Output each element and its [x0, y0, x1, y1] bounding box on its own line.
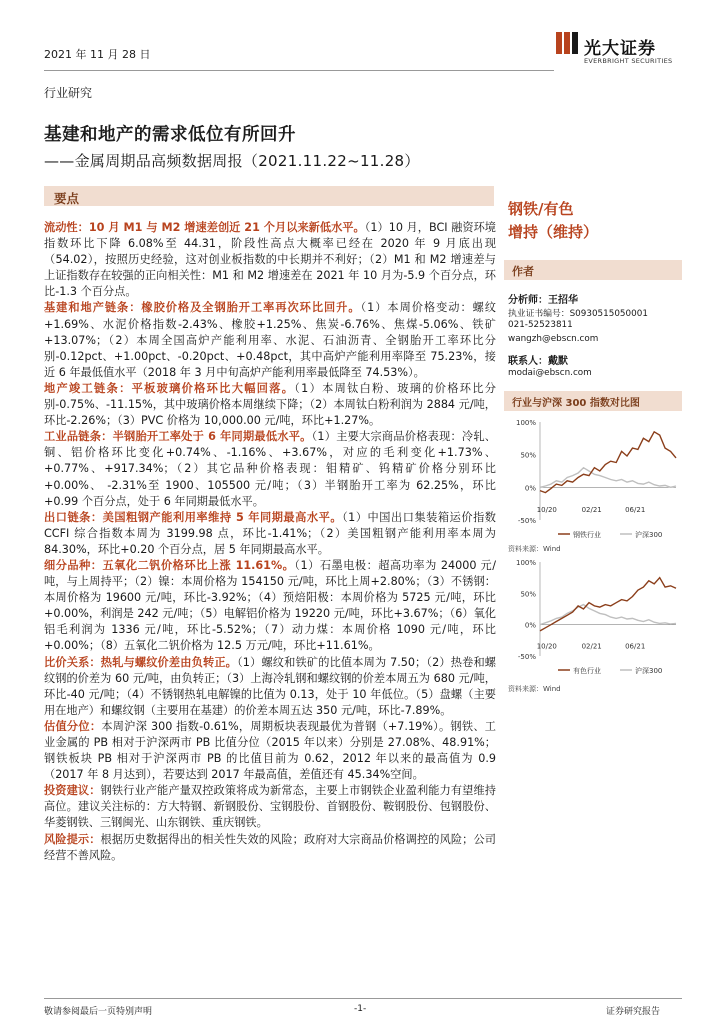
rating-label: 增持（维持） — [508, 223, 599, 241]
x-tick-label: 10/20 — [536, 506, 557, 515]
y-tick-label: 0% — [524, 484, 536, 493]
report-date: 2021 年 11 月 28 日 — [44, 48, 151, 61]
y-tick-label: 100% — [515, 559, 536, 567]
y-tick-label: 100% — [515, 419, 536, 427]
contact-name: 联系人：戴默 — [508, 356, 568, 367]
footer-report-type: 证券研究报告 — [606, 1007, 661, 1017]
paragraph: 估值分位：本周沪深 300 指数-0.61%，周期板块表现最优为普钢（+7.19%）。钢铁、工业金属的 PB 相对于沪深两市 PB 比值分位（2015 年以来）分别是 27.08%、48.91%；钢铁板块 PB 相对于沪深两市 PB 的比值目前为 0.62，2012 年以来的最高值为 0.9（2017 年 8 月达到），若要达到 2017 年最高值，差值还有 45.34%空间。 — [44, 719, 496, 782]
header-divider — [44, 70, 554, 71]
paragraph: 地产竣工链条：平板玻璃价格环比大幅回落。（1）本周钛白粉、玻璃的价格环比分别-0.75%、-11.15%，其中玻璃价格本周继续下降；（2）本周钛白粉利润为 2884 元/吨，环比-2.26%；（3）PVC 价格为 10,000.00 元/吨，环比+1.27%。 — [44, 381, 496, 428]
y-tick-label: 0% — [524, 621, 536, 630]
footer-divider — [44, 998, 682, 999]
chart-source: 资料来源：Wind — [508, 685, 561, 693]
chart-source: 资料来源：Wind — [508, 545, 561, 553]
report-category: 行业研究 — [44, 86, 93, 100]
paragraph: 工业品链条：半钢胎开工率处于 6 年同期最低水平。（1）主要大宗商品价格表现：冷轧、铜、铝价格环比变化+0.74%、-1.16%、+3.67%，对应的毛利变化+1.73%、+0.77%、+917.34%；（2）其它品种价格表现：钼精矿、钨精矿价格分别环比+0.00%、 -2.31%至 1900、105500 元/吨；（3）半钢胎开工率为 62.25%，环比+0.99 个百分点，处于 6 年同期最低水平。 — [44, 430, 496, 508]
legend-label: 沪深300 — [635, 531, 663, 539]
paragraph: 风险提示：根据历史数据得出的相关性失效的风险；政府对大宗商品价格调控的风险；公司经营不善风险。 — [44, 832, 496, 862]
x-tick-label: 02/21 — [581, 642, 602, 651]
key-points-body — [44, 220, 496, 864]
paragraph: 比价关系：热轧与螺纹价差由负转正。（1）螺纹和铁矿的比值本周为 7.50；（2）热卷和螺纹钢的价差为 60 元/吨，由负转正；（3）上海冷轧钢和螺纹钢的价差本周五为 680 元/吨，环比-40 元/吨；（4）不锈钢热轧电解镍的比值为 0.13，处于 10 年低位。（5）盘螺（主要用在地产）和螺纹钢（主要用在基建）的价差本周五达 350 元/吨，环比-7.89%。 — [44, 655, 496, 717]
paragraph: 流动性：10 月 M1 与 M2 增速差创近 21 个月以来新低水平。（1）10 月，BCI 融资环境指数环比下降 6.08%至 44.31，阶段性高点大概率已经在 2020 年 9 月底出现（54.02），按照历史经验，这对创业板指数的中长期并不利好；（2）M1 和 M2 增速差与上证指数存在较强的正向相关性：M1 和 M2 增速差在 2021 年 10 月为-5.9 个百分点，环比-1.3 个百分点。 — [44, 221, 496, 299]
series-line — [540, 605, 676, 625]
analyst-name: 分析师：王招华 — [508, 295, 578, 306]
section-header-bar — [44, 186, 494, 206]
paragraph: 投资建议：钢铁行业产能产量双控政策将成为新常态，主要上市钢铁企业盈利能力有望维持高位。建议关注标的：方大特钢、新钢股份、宝钢股份、首钢股份、鞍钢股份、包钢股份、华菱钢铁、三钢闽光、山东钢铁、重庆钢铁。 — [44, 784, 496, 830]
y-tick-label: 50% — [520, 590, 536, 599]
paragraph: 细分品种：五氧化二钒价格环比上涨 11.61%。（1）石墨电极：超高功率为 24000 元/吨，与上周持平；（2）镍：本周价格为 154150 元/吨，环比上周+2.80%；（3）不锈钢：本周价格为 19600 元/吨，环比-3.92%；（4）预焙阳极：本周价格为 5725 元/吨，环比+0.00%，利润是 242 元/吨；（5）电解铝价格为 19220 元/吨，环比+3.67%；（6）氧化铝毛利润为 1336 元/吨，环比-5.52%；（7）动力煤：本周价格 1090 元/吨，环比+0.00%；（8）五氧化二钒价格为 12.5 万元/吨，环比+11.61%。 — [44, 558, 496, 653]
paragraph: 出口链条：美国粗钢产能利用率维持 5 年同期最高水平。（1）中国出口集装箱运价指数 CCFI 综合指数本周为 3199.98 点，环比-1.41%；（2）美国粗钢产能利用率本周为 84.30%，环比+0.20 个百分点，居 5 年同期最高水平。 — [44, 510, 496, 556]
analyst-phone: 021-52523811 — [508, 320, 573, 330]
legend-label: 钢铁行业 — [573, 531, 601, 539]
chart-section-title: 行业与沪深 300 指数对比图 — [512, 398, 640, 409]
section-label: 要点 — [54, 191, 80, 206]
legend-label: 沪深300 — [635, 667, 663, 675]
x-tick-label: 10/20 — [536, 642, 557, 651]
steel-vs-hs300-chart — [504, 416, 684, 542]
series-line — [540, 432, 676, 493]
analyst-email: wangzh@ebscn.com — [508, 334, 599, 344]
brand-name: 光大证券 — [584, 39, 656, 59]
analyst-license: 执业证书编号：S0930515050001 — [508, 309, 648, 319]
y-tick-label: -50% — [517, 653, 536, 661]
x-tick-label: 02/21 — [581, 506, 602, 515]
nonferrous-vs-hs300-chart — [504, 556, 684, 678]
sector-label: 钢铁/有色 — [508, 200, 574, 218]
brand-name-en: EVERBRIGHT SECURITIES — [584, 57, 673, 65]
legend-label: 有色行业 — [573, 667, 601, 675]
paragraph: 基建和地产链条：橡胶价格及全钢胎开工率再次环比回升。（1）本周价格变动：螺纹+1.69%、水泥价格指数-2.43%、橡胶+1.25%、焦炭-6.76%、焦煤-5.06%、铁矿+13.07%；（2）本周全国高炉产能利用率、水泥、石油沥青、全钢胎开工率环比分别-0.12pct、+1.00pct、-0.20pct、+0.48pct，其中高炉产能利用率降至 75.23%，接近 6 年最低值水平（2018 年 3 月中旬高炉产能利用率最低降至 74.53%）。 — [44, 301, 496, 379]
y-tick-label: 50% — [520, 451, 536, 460]
page-number: -1- — [354, 1004, 367, 1014]
authors-label: 作者 — [512, 265, 534, 278]
y-tick-label: -50% — [517, 517, 536, 525]
report-title: 基建和地产的需求低位有所回升 — [44, 125, 296, 145]
contact-email: modai@ebscn.com — [508, 368, 592, 378]
x-tick-label: 06/21 — [625, 642, 646, 651]
footer-disclaimer: 敬请参阅最后一页特别声明 — [44, 1007, 153, 1017]
report-subtitle: ——金属周期品高频数据周报（2021.11.22~11.28） — [44, 152, 420, 170]
x-tick-label: 06/21 — [625, 506, 646, 515]
